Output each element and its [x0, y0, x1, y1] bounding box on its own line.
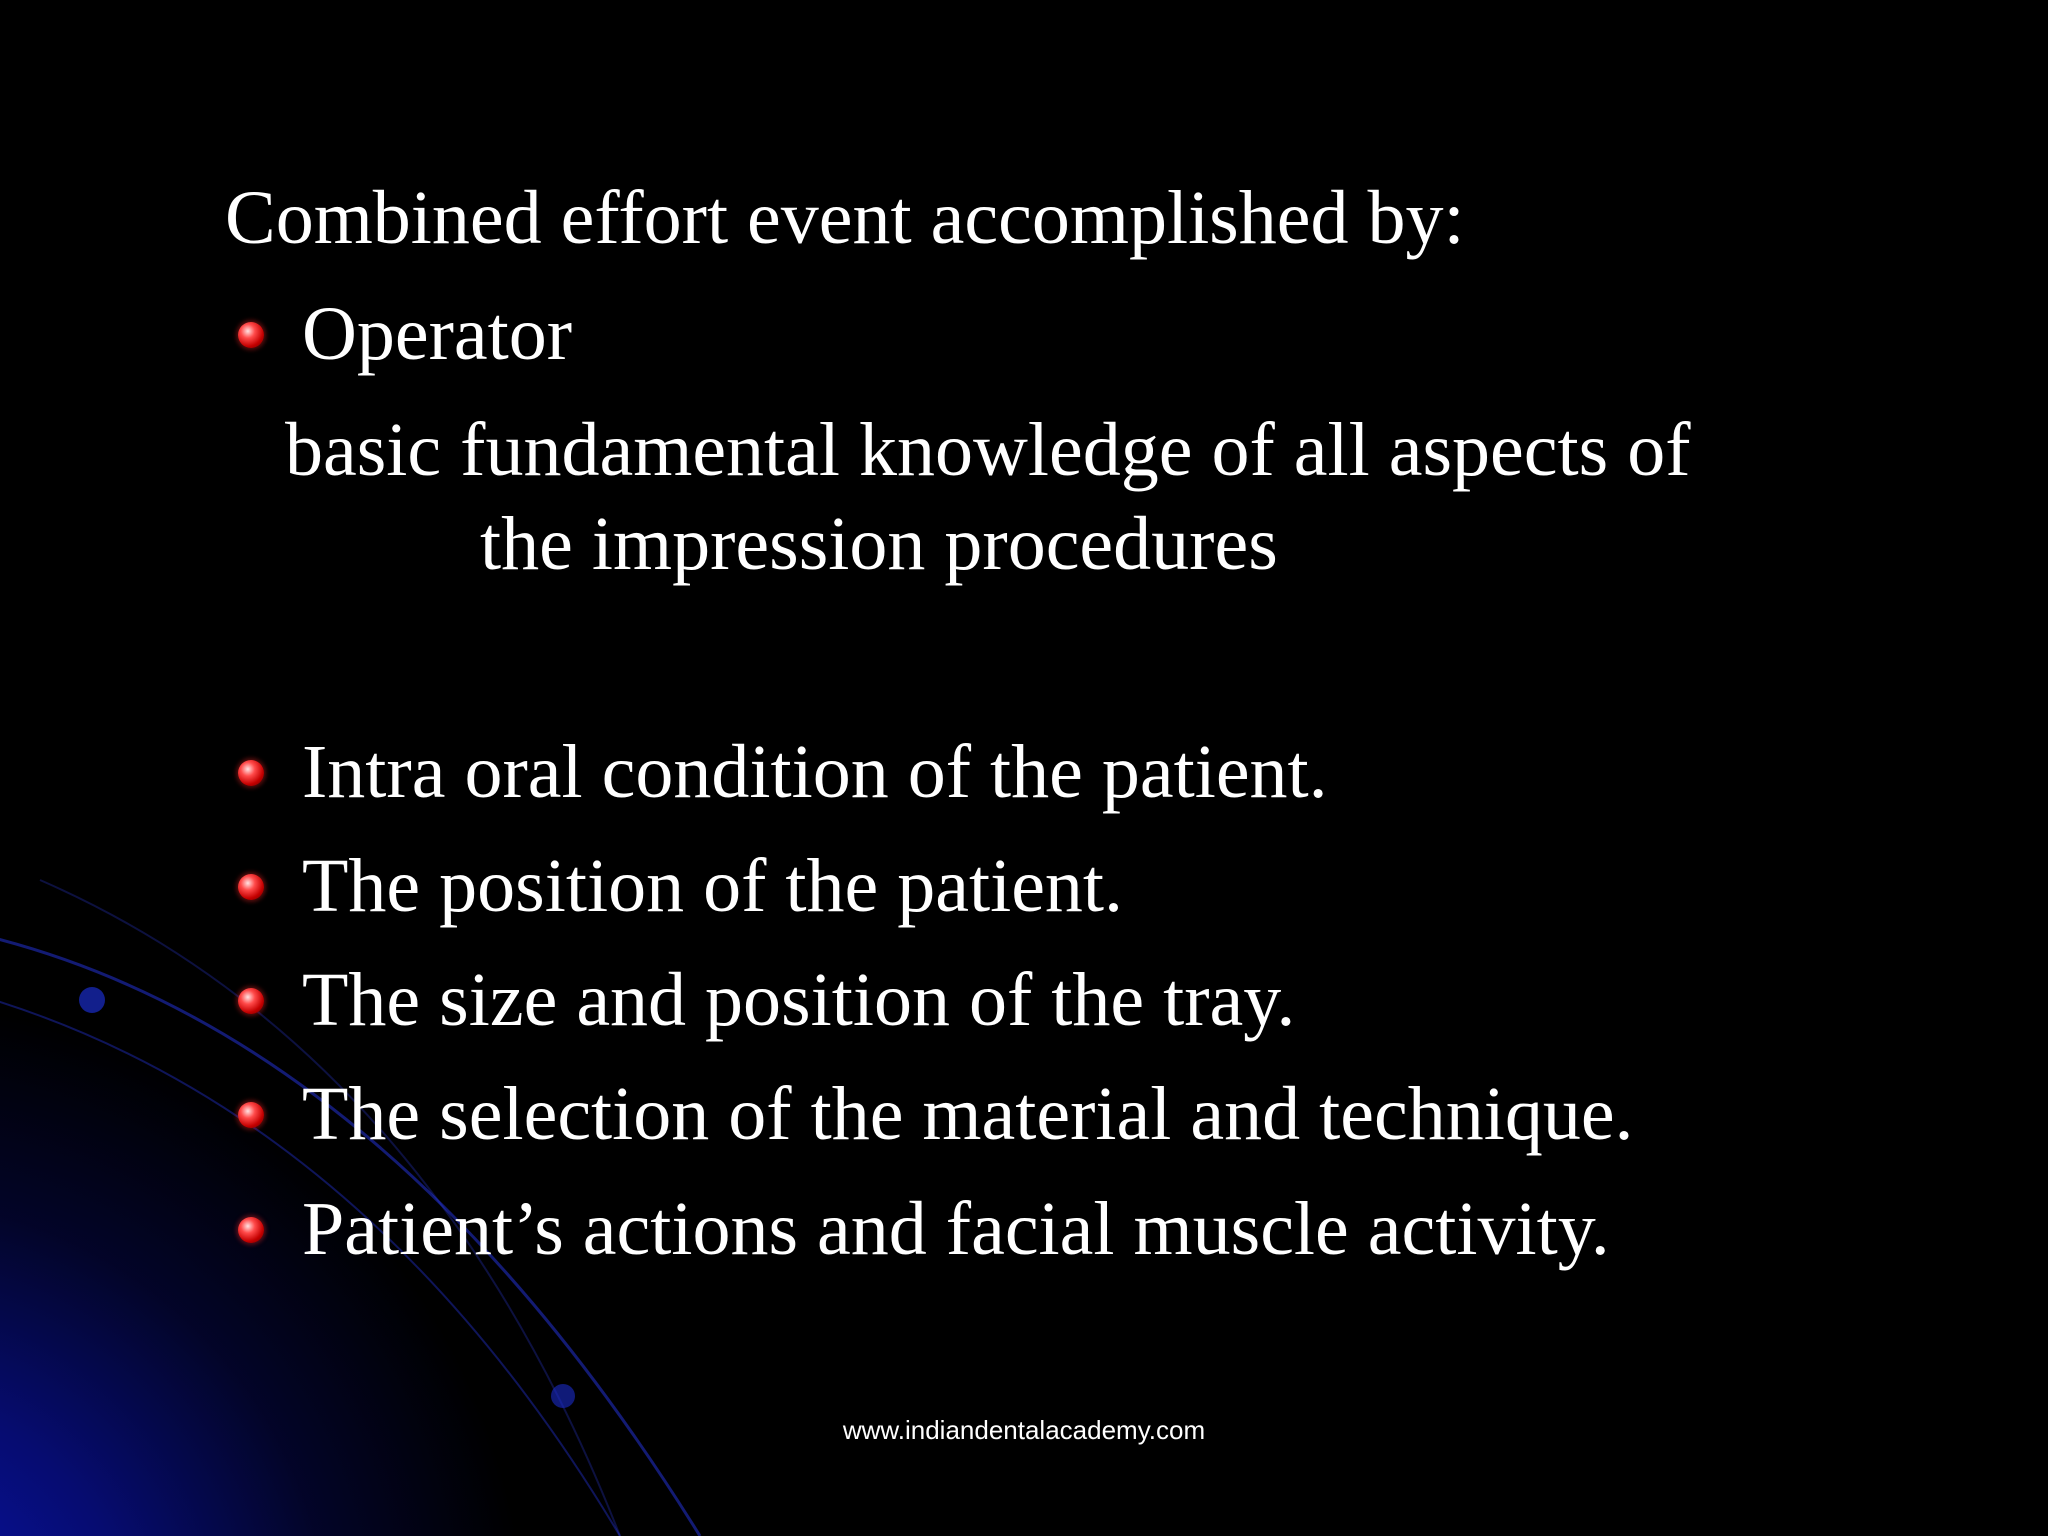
red-orb-bullet-icon	[238, 1102, 264, 1128]
red-orb-bullet-icon	[238, 1217, 264, 1243]
list-item-operator-detail-line-1: basic fundamental knowledge of all aspects of	[285, 408, 1691, 492]
red-orb-bullet-icon	[238, 760, 264, 786]
red-orb-bullet-icon	[238, 322, 264, 348]
list-item-operator-detail-line-2: the impression procedures	[480, 502, 1278, 586]
slide-title: Combined effort event accomplished by:	[225, 176, 1465, 260]
list-item-intra-oral-condition: Intra oral condition of the patient.	[302, 730, 1328, 814]
red-orb-bullet-icon	[238, 874, 264, 900]
red-orb-bullet-icon	[238, 988, 264, 1014]
list-item-patient-actions: Patient’s actions and facial muscle activity.	[302, 1187, 1610, 1271]
list-item-tray-size-position: The size and position of the tray.	[302, 958, 1296, 1042]
list-item-material-technique: The selection of the material and technique.	[302, 1072, 1634, 1156]
footer-url: www.indiandentalacademy.com	[842, 1415, 1206, 1445]
list-item-patient-position: The position of the patient.	[302, 844, 1124, 928]
list-item-operator: Operator	[302, 292, 573, 376]
